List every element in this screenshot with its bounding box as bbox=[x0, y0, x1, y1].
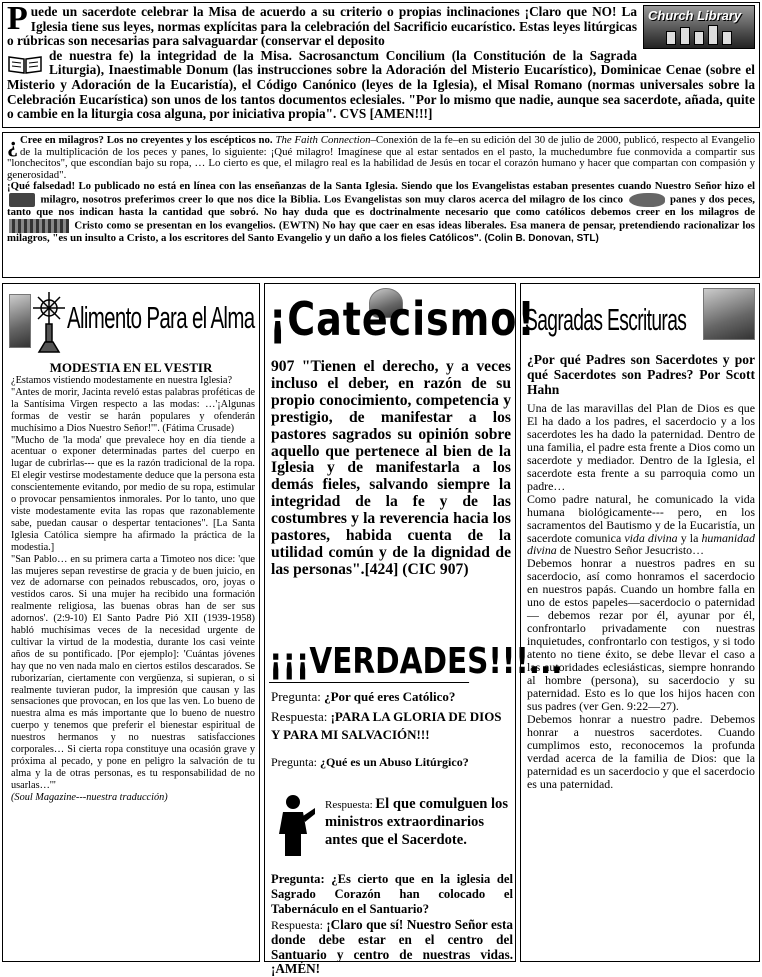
pope-portrait-photo bbox=[703, 288, 755, 340]
dropcap: P bbox=[7, 0, 28, 37]
miracles-article bbox=[2, 132, 760, 278]
section-title-catecismo: ¡Catecismo! bbox=[269, 292, 536, 346]
paragraph: "Antes de morir, Jacinta reveló estas palabras proféticas de la Santísima Virgen respecto a las modas: …'¡Algunas formas de vestir se harán populares y ofenderán muchísimo a Dios Nuestro Señor!'". (Fátima Crusade) bbox=[11, 386, 255, 434]
qa-1-question bbox=[271, 689, 513, 705]
modestia-article bbox=[11, 375, 255, 804]
badge-label: Church Library bbox=[648, 8, 742, 23]
section-title-verdades: ¡¡¡VERDADES!!!... bbox=[269, 641, 563, 682]
source-citation: (Soul Magazine---nuestra traducción) bbox=[11, 791, 168, 803]
miracles-p2-e: y un daño a los fieles Católicos". (Colin B. Donovan, STL) bbox=[325, 232, 599, 244]
question-text: ¿Por qué eres Católico? bbox=[324, 689, 456, 704]
question-label: Pregunta: bbox=[271, 872, 332, 886]
left-column bbox=[2, 283, 260, 962]
answer-label: Respuesta: bbox=[271, 709, 331, 724]
book-spine-icon bbox=[708, 25, 718, 45]
open-book-icon bbox=[7, 53, 43, 75]
book-spine-icon bbox=[680, 27, 690, 45]
text-run: de Nuestro Señor Jesucristo… bbox=[556, 543, 705, 558]
book-spine-icon bbox=[722, 31, 732, 45]
church-library-badge bbox=[643, 5, 755, 49]
book-spine-icon bbox=[666, 31, 676, 45]
text-run: y la bbox=[677, 530, 702, 545]
qa-3-question bbox=[271, 872, 513, 917]
scripture-question: ¿Por qué Padres son Sacerdotes y por qué Sacerdotes son Padres? Por Scott Hahn bbox=[527, 352, 755, 398]
paragraph: Debemos honrar a nuestros padres en su sacerdocio, así como honramos el sacerdocio en nuestros papás. Cuando un hombre falla en uno de estos papeles—sacerdocio o paternidad— debemos rezar por él, ayunar por él, confrontarlo privadamente con nuestras inquietudes, confrontarlo con testigos, y si todo atento no tiene éxito, se debe llevar el caso a las autoridades eclesiásticas, siempre honrando al hombre (persona), su sacerdocio y su paternidad. Esto es lo que los hijos hacen con sus padres (ver Gen. 9:22—27). bbox=[527, 556, 755, 713]
text-italic: humanidad divina bbox=[527, 530, 755, 558]
text-run: Como padre natural, he comunicado la vida humana biológicamente--- pero, en los sacramentos del Bautismo y de la Eucaristía, un sacerdote comunica bbox=[527, 491, 755, 545]
answer-text: ¡Claro que sí! Nuestro Señor esta donde debe estar en el centro del Santuario y centro de nuestras vidas. ¡AMÉN! bbox=[271, 917, 513, 977]
qa-3-answer bbox=[271, 918, 513, 977]
book-spine-icon bbox=[694, 31, 704, 45]
text-italic: vida divina bbox=[624, 530, 678, 545]
qa-2-question bbox=[271, 754, 513, 770]
paragraph: Una de las maravillas del Plan de Dios es que El ha dado a los padres, el sacerdocio y a los sacerdotes les ha dado la paternidad. Dentro de una familia, el padre esta frente a Dios como un sacerdote y mediador. Dentro de la Iglesia, el sacerdote esta frente a su parroquia como un padre… bbox=[527, 401, 755, 493]
paragraph bbox=[527, 493, 755, 558]
monstrance-icon bbox=[33, 290, 65, 354]
intro-article bbox=[2, 2, 760, 128]
section-title-sagradas: Sagradas Escrituras bbox=[525, 302, 687, 337]
question-mark: ¿ bbox=[7, 132, 18, 157]
intro-text-a: uede un sacerdote celebrar la Misa de acuerdo a su criterio o propias inclinaciones ¡Claro que NO! La Iglesia tiene sus leyes, normas explícitas para la celebración del Sacrificio eucarístico. Estas leyes litúrgicas o rúbricas son necesarias para salvaguardar (conservar el deposito bbox=[7, 4, 637, 49]
question-text: ¿Qué es un Abuso Litúrgico? bbox=[320, 755, 469, 769]
nun-photo bbox=[9, 294, 31, 348]
answer-text: ¡PARA LA GLORIA DE DIOS Y PARA MI SALVACIÓN!!! bbox=[271, 709, 502, 742]
qa-2-answer bbox=[325, 796, 511, 849]
fish-icon bbox=[629, 193, 665, 207]
miracles-p2-b: milagro, nosotros preferimos creer lo que nos dice la Biblia. Los Evangelistas son muy claros acerca del milagro de los cinco bbox=[40, 193, 624, 206]
catechism-907: 907 "Tienen el derecho, y a veces incluso el deber, en razón de su propio conocimiento, competencia y prestigio, de manifestar a los pastores sagrados su opinión sobre aquello que pertenece al bien de la Iglesia y de manifestarla a los demás fieles, salvando siempre la integridad de la fe y de las costumbres y la reverencia hacia los pastores, habida cuenta de la utilidad común y de la dignidad de las personas".[424] (CIC 907) bbox=[271, 358, 511, 578]
miracles-p2-d: Cristo como se presentan en los evangelios. (EWTN) No hay que caer en esas ideas liberales. Esa manera de pensar, pretendiendo racionalizar los milagros, "es un insulto a Cristo, a los escritores del Santo Evangelio bbox=[7, 219, 755, 244]
paragraph: "San Pablo… en su primera carta a Timoteo nos dice: 'que las mujeres sepan revestirse de gracia y de buen juicio, en vez de adornarse con peinados rebuscados, oro, joyas o vestidos caros. Si una mujer ha recibido una formación realmente religiosa, las buenas obras han de ser sus adornos'. (2:9-10) El Santo Padre Pió XII (1939-1958) habló muchísimas veces de la necesidad urgente de cultivar la virtud de la modestia, durante los casi veinte años de su pontificado. [Por ejemplo]: 'Cuántas jóvenes hay que no ven nada malo en ciertos estilos descarados. Se ruborizarían, ciertamente con vergüenza, si supieran, o si realmente tuvieran pudor, la impresión que causan y las sensaciones que provocan, en los que las ven. Lo bueno de nuestra alma es más importante que lo bueno de nuestro cuerpo y tenemos que preferir el bienestar espiritual de nuestros hermanos y no nuestras satisfacciones corporales… Si cierta ropa constituye una ocasión grave y próxima al pecado, y pone en peligro la salvación de tu alma y la de otras personas, es tu responsabilidad de no usarlas…'" bbox=[11, 553, 255, 791]
middle-column bbox=[264, 283, 563, 977]
intro-text-b: de nuestra fe) la integridad de la Misa. Sacrosanctum Concilium (la Constitución de la Sagrada Liturgia), Inaestimable Donum (las instrucciones sobre la Adoración del Misterio Eucarístico), Dominicae Cenae (sobre el Misterio y Adoración de la Eucaristía), el Código Canónico (leyes de la Iglesia), el Misal Romano (normas universales sobre la Celebración Eucarística) son unos de los tantos documentos eclesiales. "Por lo mismo que nadie, aunque sea sacerdote, añada, quite o cambie en la liturgia cosa alguna, por iniciativa propia". CVS [AMEN!!!] bbox=[7, 47, 755, 122]
communion-figure-icon bbox=[277, 794, 317, 858]
miracles-lead: Cree en milagros? Los no creyentes y los escépticos no. bbox=[20, 134, 273, 146]
answer-text: El que comulguen los ministros extraordinarios antes que el Sacerdote. bbox=[325, 796, 509, 848]
section-subtitle-modestia: MODESTIA EN EL VESTIR bbox=[49, 360, 213, 375]
miracles-p2-a: ¡Qué falsedad! Lo publicado no está en línea con las enseñanzas de la Santa Iglesia. Siendo que los Evangelistas estaban presentes cuando Nuestro Señor hizo el bbox=[7, 180, 755, 193]
miracles-p2-c: panes y dos peces, tanto que nos indican hasta la cantidad que sobró. No hay duda que es doctrinalmente necesario que como católicos debemos creer en los milagros de bbox=[7, 193, 755, 218]
answer-label: Respuesta: bbox=[271, 918, 327, 932]
section-title-alimento: Alimento Para el Alma bbox=[67, 300, 255, 335]
jesus-logo-icon bbox=[9, 219, 69, 233]
qa-1-answer bbox=[271, 708, 513, 744]
right-column bbox=[520, 283, 760, 962]
bible-icon bbox=[9, 193, 35, 207]
question-text: ¿Es cierto que en la iglesia del Sagrado Corazón han colocado el Tabernáculo en el Santuario? bbox=[271, 872, 513, 916]
paragraph: Debemos honrar a nuestro padre. Debemos honrar a nuestros sacerdotes. Cuando cumplimos esto, reconocemos la profunda verdad acerca de la familia de Dios: que la paternidad es un sacerdocio y que el sacerdocio es una paternidad. bbox=[527, 711, 755, 791]
paragraph: "Mucho de 'la moda' que prevalece hoy en día tiende a acentuar o exponer determinadas partes del cuerpo en lugar de cubrirlas--- que es la razón tradicional de la ropa. El elegir vestirse modestamente deduce que la persona esta conscientemente evitando, por medio de su ropa, estimular o provocar pensamientos inmorales. Por lo tanto, uno que viste modestamente evita las ropas que razonablemente sabe, puedan causar o despertar tentaciones". [La Santa Iglesia Católica siempre ha afirmado la práctica de la modestia.] bbox=[11, 434, 255, 553]
question-label: Pregunta: bbox=[271, 689, 325, 704]
answer-label: Respuesta: bbox=[325, 799, 376, 811]
question-label: Pregunta: bbox=[271, 755, 320, 769]
miracles-source: The Faith Connection bbox=[275, 134, 371, 146]
paragraph: ¿Estamos vistiendo modestamente en nuestra Iglesia? bbox=[11, 375, 233, 386]
miracles-quote: –Conexión de la fe–en su edición del 30 de julio de 2000, publicó, respecto al Evangelio de la multiplicación de los peces y panes, lo siguiente: ¡Qué milagro! Imagínese que al estar sentados en el pasto, la muchedumbre fue conmovida a compartir sus "lonchecitos", que escondían bajo su ropa, … Lo cierto es que, el milagro real es la habilidad de Jesús en tocar el corazón humano y hacer que compartan con compasión y generosidad". bbox=[7, 134, 756, 181]
scripture-article bbox=[527, 402, 755, 791]
